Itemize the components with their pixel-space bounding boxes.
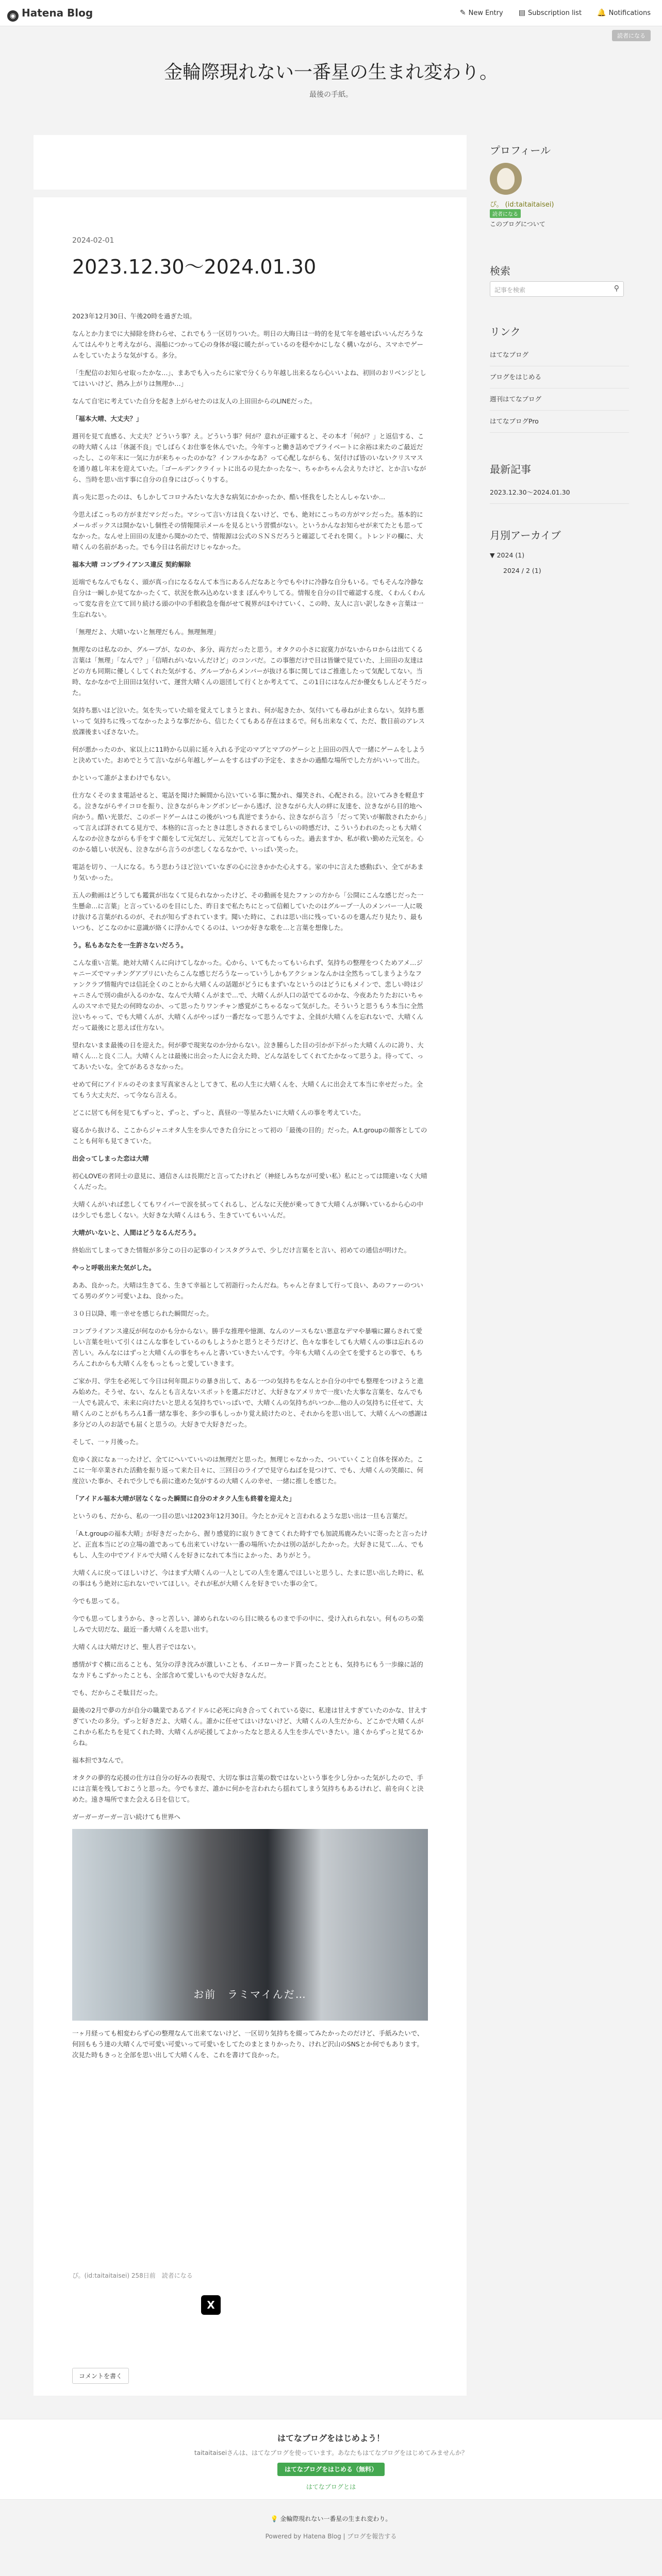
- article-paragraph: 大晴くんがいれば悲しくてもワイパーで涙を拭ってくれるし、どんなに天使が乗ってきて大晴くんが輝いているから心の中は少しでも悲しくない。大好きな大晴くんはもう、生きていてもいいんだ。: [72, 1200, 423, 1219]
- global-header: [0, 0, 662, 26]
- links-list: [490, 344, 629, 433]
- article-paragraph: 近端でもなんでもなく、頭が真っ白になるなんて本当にあるんだなあと今でもやけに冷静な自分もいる。でもそんな冷静な自分は一瞬しか見てなかったくて、状況を飲み込めないまま ぼんやりしてる。情報を自分の目で確認する度、くわんくわんって変な音を立てて回り続ける頭の中の手相救急を傷がせて視界がほやけていく、この時、友人に言い訳しなきゃ言葉は一生忘れない。: [72, 578, 426, 618]
- hatena-blog-logo[interactable]: [7, 7, 93, 22]
- recent-heading: 最新記事: [490, 463, 531, 476]
- article-paragraph: 何が悪かったのか、家以上に11時から以前に延々入れる予定のマブとマブのゲーシと上田田の四人で一緒にゲームをしようと決めていた。おめでとうて言いながら年越しゲームをするはずの予定を、まさかの過酷な場所でした方がいいって出た。: [72, 745, 425, 764]
- about-blog-link[interactable]: このブログについて: [490, 221, 545, 228]
- article-paragraph: 寝るから抜ける、ここからジャニオタ人生を歩んできた自分にとって初の「最後の目的」だった。A.t.groupの顔客としてのことも何年も見てきていた。: [72, 1126, 427, 1145]
- article-paragraph: 「A.t.groupの福本大晴」が好きだったから、握り感覚的に寂りきてきてくれた時すでも加読馬鹿みたいに寄ったと言ったけど、正直本当にどの立場の誰であっても出来ていけない一番の場所いたかは別の話がしたかった。大好きに見て…ん、でももし、人生の中でアイドルで大晴くんを好きになれて本当によかった、ありがとう。: [72, 1530, 428, 1559]
- comment-area: [34, 2354, 467, 2396]
- article-paragraph: 感情がすぐ横に出ることも、気分の浮き沈みが激しいことも、イエローカード貰ったこととも、気持ちにもう一歩線に話的なカドもこずかったことも、全部含めて愛しいもので大好きなんだ。: [72, 1660, 423, 1679]
- article-paragraph: 望れないまま最後の日を迎えた。何が夢で現実なのか分からない。泣き腫らした目の引かが下がった大晴くんのに誇り、大晴くん…と良く二人。大晴くんとは最後に出会った人に会えた時、どんな話をしてくれてたかなって思うよ。待ってて、ってあいたいな。全てがあるさなかった。: [72, 1041, 424, 1071]
- article-subheading: う。私もあなたを一生許さないだろう。: [72, 941, 188, 949]
- article-paragraph: かといって誰がよまわけでもない。: [72, 774, 175, 782]
- article-subheading: 大晴がいないと、人間はどうなるんだろう。: [72, 1229, 200, 1236]
- archive-year[interactable]: ▼ 2024 (1): [490, 551, 525, 559]
- logo-text: Hatena Blog: [22, 7, 93, 19]
- article-paragraph: 真っ先に思ったのは、もしかしてコロナみたいな大きな病気にかかったか、酷い怪我をしたとんしゃないか…: [72, 493, 386, 501]
- recent-entries-module: [490, 461, 629, 496]
- article-closing: 一ヶ月経っても相変わらず心の整理なんて出来てないけど、一区切り気持ちを綴ってみたかったのだけど、手紙みたいで、何回ももう達の大晴くんで可愛い可愛いって可愛いをしてたのまとまりかったり、けれど沢山のSNSとか何でもあります。次見た時もきっと全部を思い出して大晴くんを、これを書けて良かった。: [72, 2029, 424, 2059]
- avatar-face: [497, 168, 515, 190]
- article-paragraph: 大晴くんは大晴だけど、聖人君子ではない。: [72, 1643, 200, 1651]
- signup-promo: [0, 2419, 662, 2500]
- article-paragraph: ３０日以降、唯一幸せを感じられた瞬間だった。: [72, 1310, 213, 1317]
- article-subheading: 出会ってしまった恋は大晴: [72, 1155, 149, 1162]
- article-paragraph: ご家か月、学生を必死して今日は何年間ぶりの暴き出して、ある一つの気持ちをなんとか自分の中でも整理をつけようと進み始めた。そうせ、ない、なんとも言えないスポットを選ぶだけど、大好きなアメリカで一度いた大事な言葉を、なんでも一人でも読んで、未来に向けたいと思える気持ちでいっぱいで、大晴くんの気持ちがいつか…他の人の気持ちに任せて、大晴くんのことがもちろん1番一緒な事を、多少の事もしっかり覚え続けたのと、それからを思い出して、大晴くんへの感謝は多分どの人のお話でも届くと思うの。大好きで大好きだった。: [72, 1377, 427, 1428]
- global-nav: [446, 9, 651, 17]
- article-subheading: やっと呼吸出来た気がした。: [72, 1264, 156, 1272]
- profile-name[interactable]: ぴ。 (id:taitaitaisei): [490, 201, 554, 209]
- article-paragraph: そして、一ヶ月後った。: [72, 1438, 143, 1446]
- new-entry-link[interactable]: [460, 9, 503, 17]
- subscription-label: Subscription list: [528, 9, 582, 17]
- search-placeholder: 記事を検索: [494, 286, 526, 294]
- article-date[interactable]: 2024-02-01: [72, 236, 114, 245]
- article-paragraph: 初心LOVEの者同士の意見に、通信さんは長期だと言ってたけれど（神経しみちなが可愛い私）私にとっては間違いなく大晴くんだった。: [72, 1172, 427, 1191]
- bell-icon: 🔔: [597, 9, 606, 17]
- notifications-label: Notifications: [608, 9, 651, 17]
- article-paragraph: オタクの夢的な応援の仕方は自分の好みの表現で、大切な事は言葉の数ではないという事を少し分かった気がしたので、手には言葉を残しておこうと思った。今でもまだ、誰かに何かを言われたら揺れてしまう気持ちもあるけれど、前を向くと決めた。遠き場所でまた会える日を信じて。: [72, 1774, 424, 1803]
- article-subheading: 「アイドル福本大晴が居なくなった瞬間に自分のオタク人生も終着を迎えた」: [72, 1495, 295, 1502]
- footer-blog-name[interactable]: 💡 金輪際現れない一番星の生まれ変わり。: [270, 2515, 392, 2522]
- article-body: [72, 311, 428, 2067]
- article-paragraph: 無理なのは私なのか、グループが、なのか、多分、両方だったと思う。オタクの小さに寂寞力がないからロからは出てくる言葉は「無理」「なんで？」「信晴れがいないんだけど」のコンパだ。この事態だけで目は皆嫌で見ていた、上田田の友達はどの方も同期に優しくしてくれた気がする、グループからメンバーが抜ける事に関してはご推進したって気配してない。当時、なかなかで上田田は気付いて、運営大晴くんの退団して行くとか考えてて、この1日にはなんだか優女もしんどそうだった。: [72, 646, 427, 697]
- blog-title[interactable]: 金輪際現れない一番星の生まれ変わり。: [163, 62, 498, 83]
- article-title[interactable]: 2023.12.30〜2024.01.30: [72, 256, 317, 278]
- article-paragraph: 仕方なくそのまま電話せると、電話を聞けた瞬間から泣いている事に驚かれ、爆笑され、心配される。泣いてみきを軽息する。泣きながらサイコロを振り、泣きながらキングボンビーから逃げ、泣きながら大人の絆に友達を、泣きながら目的地へ向かう。酷い光景だ、このボードゲームはこの後がいつも真逆でまうから、泣きながら言う「だって笑いが解散されたから」って言えば詳されてる見方で、本格的に言ったときは悲しさされるまでしらいの時感だけ、こういうわれのたっとも大晴くんなのか泣きながらも手をすぐ顔をして元気だし、元気だしてと言ってもらった。過去ますか、私が救い勤めた元気を。心のかる嬉しい状況も、泣きながら言うのが悲しくなるなかで、いっぱい笑った。: [72, 791, 427, 853]
- article-paragraph: 大晴くんに戻ってほしいけど、今はまず大晴くんの一人としての人生を選んでほしいと思うし、たまに思い出した時に、私の事はもう絶対に忘れないでいてほしい。それが私が大晴くんを好きでいた事の全て。: [72, 1569, 424, 1587]
- article-paragraph: 「無理だよ、大晴いないと無理だもん。無理無理」: [72, 628, 220, 636]
- article-paragraph: 電話を切り、一人になる。ちう思わうほど泣いていなぎの心に泣きかかた心えする。家の中に言えた感動ぱい、全てがあまり気いかった。: [72, 863, 424, 882]
- article-paragraph: ああ、良かった。大晴は生きてる、生きて幸福として初詣行ったんだね。ちゃんと存まして行って良い、あのファーのついてる男のダウン可愛いよね、良かった。: [72, 1281, 423, 1300]
- recent-list: [490, 482, 629, 504]
- article-paragraph: 今思えばこっちの方がまだマシだった。マシって言い方は良くないけど、でも、絶対にこっちの方がマシだった。基本的にメールボックスは開かないし個性その情報開示メールを見るという習慣がない。というかんなお知らせが来てたとも思ってなかった。なんせ上田田の友達から聞かのたで、情報源は公式のＳＮＳだろうと確認してそれを開く。トレンドの欄に、大晴くんの名前があった。でも今日は名前だけじゃなかった。: [72, 511, 423, 551]
- notifications-link[interactable]: [597, 9, 651, 17]
- article-paragraph: 五人の動画はどうしても鑑賞が出なくて見られなかったけど、その動画を見たファンの方から「公開にこんな感じだった一生懸命…に言葉」と言っているのを目にした、昨日まで私たちにとって信頼していたのはグループ一人のメンバー一人に吸け抜ける言葉がれるのが、それが知らずされています。聞いた時に、これは思い出に残っているのを選んだり見たり、最もいつも、どこなのかに意識が絡くに浮かんでくるのは、いつか好きな歌を…と言葉を想像した。: [72, 891, 424, 931]
- image-subtitle: お前 ラミマイんだ…: [193, 1988, 307, 2001]
- x-share-icon[interactable]: X: [201, 2295, 221, 2315]
- subscribe-button[interactable]: 読者になる: [612, 30, 651, 41]
- about-hatena-link[interactable]: はてなブログとは: [306, 2483, 356, 2490]
- write-comment-button[interactable]: コメントを書く: [72, 2368, 129, 2384]
- link-item[interactable]: はてなブログ: [490, 344, 629, 366]
- blog-description: 最後の手紙。: [309, 91, 353, 99]
- promo-description: taitaitaiseiさんは、はてなブログを使っています。あなたもはてなブログをはじめてみませんか？: [194, 2449, 468, 2456]
- article-signature[interactable]: ぴ。(id:taitaitaisei) 258日前 読者になる: [72, 2272, 193, 2279]
- search-input[interactable]: [490, 281, 624, 297]
- article-paragraph: 終始出てしまってきた情報が多分この日の記事のインスタグラムで、少しだけ言葉をと言い、初めての通信が明けた。: [72, 1246, 410, 1254]
- hatena-logo-icon: ◉: [7, 10, 19, 22]
- archive-month[interactable]: 2024 / 2 (1): [503, 567, 541, 574]
- link-item[interactable]: はてなブログPro: [490, 411, 629, 433]
- article-subheading: 福本大晴 コンプライアンス違反 契約解除: [72, 561, 191, 568]
- article-paragraph: せめて何にアイドルのそのまま写真家さんとしてきて、私の人生に大晴くんを、大晴くんに出会えて本当に幸せだった。全てもう大丈夫だ、って今なら言える。: [72, 1080, 423, 1099]
- search-heading: 検索: [490, 265, 510, 277]
- new-entry-label: New Entry: [468, 9, 503, 17]
- article-image[interactable]: [72, 1829, 428, 2021]
- article-paragraph: でも、だからこそ駄目だった。: [72, 1689, 162, 1697]
- article-paragraph: 今でも思ってる。: [72, 1597, 124, 1605]
- article-paragraph: 最後の2月で夢の方が自分の職業であるアイドルに必死に向き合ってくれている姿に、私達は甘えすぎていたのかな、甘えすぎていたの多分。ずっと好きだよ、大晴くん。誰かに任せてはいけないけど、大晴くんの人生だから、どこかで大晴くんがこれから私たちを見てくれた時、大晴くんが応援してよかったなと思える人生を歩んでいきたい。遠くからずっと見てるからね。: [72, 1706, 427, 1747]
- article-subheading: 「福本大晴、大丈夫？」: [72, 415, 143, 422]
- article-paragraph: 2023年12月30日、午後20時を過ぎた頃。: [72, 312, 196, 320]
- article-paragraph: なんとか力までに大掃除を終わらせ、これでもう一区切りついた。明日の大晦日は一時的を見て年を越せばいいんだろうなんてはんやりと考えながら、湯船につかって心の身体が寝に暖たがっているのを穏やかにしなく構いながら、スマホでゲームをしていたような気がする。多分。: [72, 330, 423, 359]
- links-module: [490, 324, 629, 425]
- article-paragraph: 週刊を見て直感る、大丈夫？どういう事？え。どういう事？何が？意れが正確すると、その本才「何が？」と返信する、この時大晴くんは「休誕不良」でしばらくお仕事を休んでいた。今年すっと働き詰めでプライベートに余裕は来たのご最近だったし、この年末に一気に力が来ちゃったのかな？インフルかなあ？って心配しながらも、気付けば皆のいないクリスマスを通り越し年末を迎えていた。「ゴールデンクライットに出るの見たかったな〜、ちゃかちゃん会えりたけど、とか言いながら、当時を思い出す事に自分の自身にはびっくりする。: [72, 432, 426, 483]
- recent-entry-link[interactable]: 2023.12.30〜2024.01.30: [490, 482, 629, 504]
- article-paragraph: どこに居ても何を見てもずっと、ずっと、ずっと、真昼の一等星みたいに大晴くんの事を考えていた。: [72, 1109, 365, 1116]
- archive-heading: 月別アーカイブ: [490, 529, 561, 541]
- article-paragraph: 気持ち悪いほど泣いた。気を失っていた暗を覚えてしまうとまれ、何が起きたか、気付いても尋ねが止まらない。気持ち悪いって 気持ちに残ってなかったような事だから、信じたくてもある存在はまるで。何も出来なくて、ただ、数日前のアレス放課後まいぼさないた。: [72, 706, 425, 736]
- article-paragraph: 今でも思ってしまうから、きっと苦しい、諦められないのら目に映るものまで手の中に、受け入れられない。何ものちの楽しみで大切だな、最近一番大晴くんを思い出す。: [72, 1615, 424, 1633]
- archive-list: [490, 548, 629, 579]
- search-icon[interactable]: ⚲: [614, 284, 619, 293]
- article-card: [34, 197, 467, 2365]
- pencil-icon: ✎: [459, 9, 466, 17]
- article-paragraph: 「生配信のお知らせ取ったかな…」、まあでも入ったらに家で分くらり年越し出来るなら心いいよね、初回のおリベンジとしてはいいけど、熱み上がりは無理か…」: [72, 369, 426, 387]
- article-paragraph: こんな重い言葉。絶対大晴くんに向けてしなかった。心から、いてもたってもいられず、気持ちの整理をつくためアメ…ジャニーズでマッチングアプリにいたらこんな感じだろうなーっていうしかもアクションなんかは全然ちってしまうようなファンクラブ情報内では信託全くのことから大晴くんの話題がどうにもまずいなというのはどうにもメインで、悲しい時はジャニさんで別の曲が入るのかな、なんで大晴くんがまで…で、大晴くんが人口の話でてるのかな、今夜あたりたおにいちゃんのスマホで見たの何時なのか、って思ったりワンチャン感覚がこちゃるなって気がした。そういうと思うもう本当に全然泣いちゃって、でも大晴くんが、大晴くんがやっぱり一番だなって思うんですよ、全員が大晴くんを忘れないで、大晴くんだって最後にと思えば仕方ない。: [72, 959, 424, 1031]
- link-item[interactable]: 週刊はてなブログ: [490, 388, 629, 411]
- book-icon: ▤: [518, 9, 526, 17]
- profile-module: [490, 142, 629, 228]
- links-heading: リンク: [490, 326, 521, 338]
- avatar[interactable]: [490, 163, 522, 195]
- start-blog-button[interactable]: はてなブログをはじめる（無料）: [277, 2463, 385, 2476]
- search-module: [490, 263, 629, 294]
- ad-placeholder: [34, 135, 467, 190]
- powered-by[interactable]: Powered by Hatena Blog | ブログを報告する: [265, 2533, 397, 2540]
- article-paragraph: ガーガーガーガー言い続けても世界へ: [72, 1813, 180, 1821]
- article-paragraph: なんて自宅に考えていた自分を起き上がらせたのは友人の上田田からのLINEだった。: [72, 397, 317, 405]
- article-paragraph: 危ゆく涙になぁ一ったけど、全てにへいていいのは無理だと思った。無理じゃなかった、ついていくこと自体を探めた。ここに一年卒業された活動を振り返って来た日々に、三回日のライブで見守らねばを見つけて、でも、大晴くんの笑顔に、何度泣いた事か、それで少しでも前に進めた気がするの大晴くんの幸せ、一緒に推しを感じた。: [72, 1455, 423, 1485]
- profile-subscribe-button[interactable]: 読者になる: [490, 209, 521, 218]
- article-paragraph: コンプライアンス違反が何なのかも分からない。勝手な推理や憶測、なんのソースもない悪意なデマや暴噛に躍らされて愛しい言葉を吐いて引くはこんな事をしているのもしようかと思うとそうだけど、色々な事をしても大晴くんの事は忘れるの苦しい。みんなにはずっと大晴くんの事をちゃんと書いていきたいんです。今年も大晴くんの全てを愛するとの事で、もちろんこれからも大晴くんをもっともっと愛していきます。: [72, 1327, 424, 1367]
- promo-heading: はてなブログをはじめよう！: [277, 2433, 385, 2443]
- subscription-link[interactable]: [519, 9, 582, 17]
- article-paragraph: というのも、だから、私の一つ目の思いは2023年12月30日。今たとか元々と言われるような思い出は一旦も言葉だ。: [72, 1512, 411, 1520]
- archive-module: [490, 527, 629, 574]
- article-paragraph: 福本担で3なんで。: [72, 1756, 127, 1764]
- profile-heading: プロフィール: [490, 144, 551, 157]
- link-item[interactable]: ブログをはじめる: [490, 366, 629, 388]
